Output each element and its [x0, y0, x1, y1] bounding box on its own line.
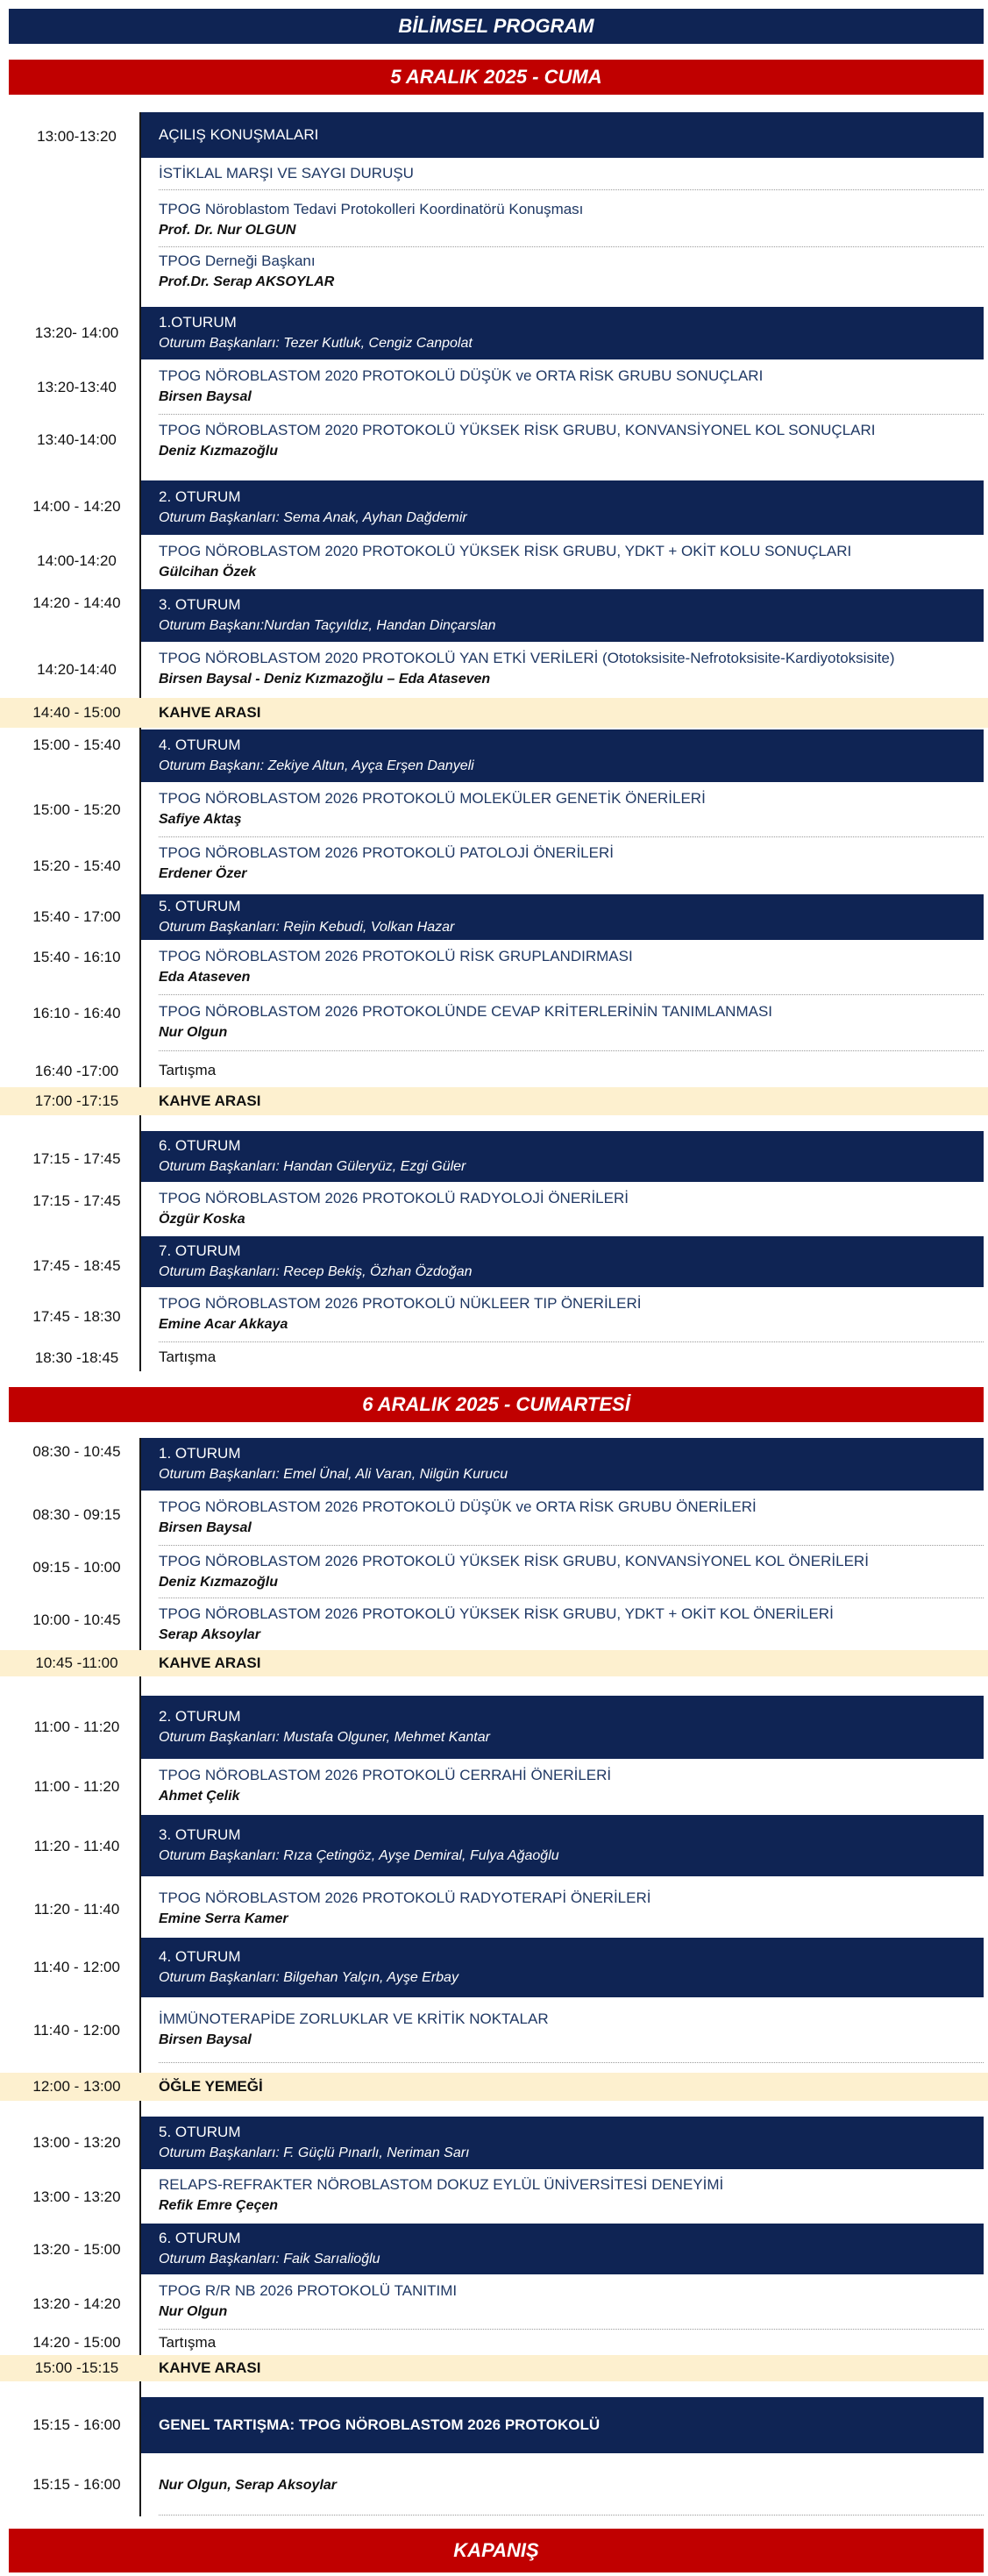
time-slot: 13:20 - 15:00	[32, 2241, 121, 2258]
session-6: 6. OTURUM Oturum Başkanları: Handan Güleryüz, Ezgi Güler	[141, 1131, 984, 1182]
talk: Nur Olgun, Serap Aksoylar	[141, 2455, 984, 2516]
time-slot: 12:00 - 13:00	[32, 2078, 121, 2095]
general-discussion: GENEL TARTIŞMA: TPOG NÖROBLASTOM 2026 PROTOKOLÜ	[141, 2397, 984, 2453]
time-slot: 14:40 - 15:00	[32, 704, 121, 721]
discussion: Tartışma	[141, 1343, 984, 1371]
time-slot: 13:20- 14:00	[34, 324, 119, 341]
divider	[159, 1341, 984, 1342]
time-slot: 16:40 -17:00	[34, 1063, 119, 1079]
talk: TPOG NÖROBLASTOM 2026 PROTOKOLÜNDE CEVAP KRİTERLERİNİN TANIMLANMASI Nur Olgun	[141, 996, 984, 1049]
time-slot: 17:45 - 18:45	[32, 1257, 121, 1274]
time-slot: 17:00 -17:15	[34, 1092, 119, 1109]
time-slot: 15:40 - 16:10	[32, 949, 121, 965]
talk: TPOG NÖROBLASTOM 2026 PROTOKOLÜ RADYOTERAPİ ÖNERİLERİ Emine Serra Kamer	[141, 1878, 984, 1939]
talk-istiklal: İSTİKLAL MARŞI VE SAYGI DURUŞU	[141, 160, 984, 188]
time-slot: 17:15 - 17:45	[32, 1150, 121, 1167]
time-slot: 11:00 - 11:20	[33, 1778, 120, 1795]
divider	[159, 2515, 984, 2516]
talk: TPOG NÖROBLASTOM 2026 PROTOKOLÜ RİSK GRUPLANDIRMASI Eda Ataseven	[141, 942, 984, 993]
talk: TPOG NÖROBLASTOM 2026 PROTOKOLÜ RADYOLOJİ ÖNERİLERİ Özgür Koska	[141, 1184, 984, 1235]
divider	[159, 414, 984, 415]
talk: TPOG NÖROBLASTOM 2020 PROTOKOLÜ YÜKSEK RİSK GRUBU, KONVANSİYONEL KOL SONUÇLARI Deniz Kızmazoğlu	[141, 416, 984, 466]
coffee-break: KAHVE ARASI	[159, 1654, 261, 1671]
lunch-break: ÖĞLE YEMEĞİ	[159, 2078, 263, 2095]
day2-header: 6 ARALIK 2025 - CUMARTESİ	[9, 1387, 984, 1422]
time-slot: 11:00 - 11:20	[33, 1719, 120, 1735]
session-2: 2. OTURUM Oturum Başkanları: Sema Anak, Ayhan Dağdemir	[141, 480, 984, 535]
talk: TPOG NÖROBLASTOM 2026 PROTOKOLÜ CERRAHİ ÖNERİLERİ Ahmet Çelik	[141, 1761, 984, 1811]
discussion: Tartışma	[141, 2330, 984, 2355]
talk: İMMÜNOTERAPİDE ZORLUKLAR VE KRİTİK NOKTALAR Birsen Baysal	[141, 1999, 984, 2060]
session-5: 5. OTURUM Oturum Başkanları: Rejin Kebudi, Volkan Hazar	[141, 894, 984, 940]
session-1: 1. OTURUM Oturum Başkanları: Emel Ünal, Ali Varan, Nilgün Kurucu	[141, 1438, 984, 1491]
session-1: 1.OTURUM Oturum Başkanları: Tezer Kutluk, Cengiz Canpolat	[141, 307, 984, 359]
session-4: 4. OTURUM Oturum Başkanı: Zekiye Altun, Ayça Erşen Danyeli	[141, 729, 984, 782]
time-slot: 13:00-13:20	[37, 128, 117, 145]
divider	[159, 836, 984, 837]
time-slot: 10:45 -11:00	[35, 1654, 118, 1671]
time-slot: 14:00-14:20	[37, 552, 117, 569]
talk: TPOG NÖROBLASTOM 2026 PROTOKOLÜ YÜKSEK RİSK GRUBU, YDKT + OKİT KOL ÖNERİLERİ Serap Aksoylar	[141, 1599, 984, 1650]
session-2: 2. OTURUM Oturum Başkanları: Mustafa Olguner, Mehmet Kantar	[141, 1696, 984, 1759]
time-slot: 15:00 - 15:20	[32, 801, 121, 818]
time-slot: 14:20-14:40	[37, 661, 117, 678]
talk-koordinator: TPOG Nöroblastom Tedavi Protokolleri Koordinatörü Konuşması Prof. Dr. Nur OLGUN	[141, 195, 984, 246]
session-4: 4. OTURUM Oturum Başkanları: Bilgehan Yalçın, Ayşe Erbay	[141, 1938, 984, 1997]
time-slot: 11:20 - 11:40	[33, 1901, 120, 1918]
talk: TPOG NÖROBLASTOM 2026 PROTOKOLÜ PATOLOJİ ÖNERİLERİ Erdener Özer	[141, 838, 984, 889]
talk: TPOG NÖROBLASTOM 2020 PROTOKOLÜ DÜŞÜK ve ORTA RİSK GRUBU SONUÇLARI Birsen Baysal	[141, 361, 984, 412]
program-title: BİLİMSEL PROGRAM	[9, 9, 984, 44]
session-7: 7. OTURUM Oturum Başkanları: Recep Bekiş, Özhan Özdoğan	[141, 1236, 984, 1287]
divider	[159, 994, 984, 995]
coffee-break: KAHVE ARASI	[159, 1092, 261, 1109]
coffee-break: KAHVE ARASI	[159, 704, 261, 721]
talk: TPOG NÖROBLASTOM 2020 PROTOKOLÜ YAN ETKİ VERİLERİ (Ototoksisite-Nefrotoksisite-Kardiyotoksisite) Birsen Baysal - Deniz Kızmazoğlu – Eda Ataseven	[141, 644, 984, 694]
time-slot: 18:30 -18:45	[34, 1349, 119, 1366]
time-slot: 16:10 - 16:40	[32, 1005, 121, 1021]
talk: TPOG NÖROBLASTOM 2020 PROTOKOLÜ YÜKSEK RİSK GRUBU, YDKT + OKİT KOLU SONUÇLARI Gülcihan Özek	[141, 537, 984, 587]
talk: TPOG R/R NB 2026 PROTOKOLÜ TANITIMI Nur Olgun	[141, 2276, 984, 2327]
time-slot: 13:00 - 13:20	[32, 2188, 121, 2205]
time-slot: 13:20-13:40	[37, 379, 117, 395]
time-slot: 15:15 - 16:00	[32, 2416, 121, 2433]
session-5: 5. OTURUM Oturum Başkanları: F. Güçlü Pınarlı, Neriman Sarı	[141, 2117, 984, 2169]
session-6: 6. OTURUM Oturum Başkanları: Faik Sarıalioğlu	[141, 2224, 984, 2274]
talk: TPOG NÖROBLASTOM 2026 PROTOKOLÜ DÜŞÜK ve ORTA RİSK GRUBU ÖNERİLERİ Birsen Baysal	[141, 1492, 984, 1543]
divider	[159, 2062, 984, 2063]
divider	[159, 2329, 984, 2330]
time-slot: 15:00 - 15:40	[32, 737, 121, 753]
talk-dernek: TPOG Derneği Başkanı Prof.Dr. Serap AKSOYLAR	[141, 247, 984, 296]
divider	[159, 189, 984, 190]
time-slot: 13:40-14:00	[37, 431, 117, 448]
time-slot: 11:40 - 12:00	[33, 1959, 120, 1975]
discussion: Tartışma	[141, 1056, 984, 1085]
time-slot: 08:30 - 09:15	[32, 1506, 121, 1523]
time-slot: 17:15 - 17:45	[32, 1192, 121, 1209]
session-3: 3. OTURUM Oturum Başkanları: Rıza Çetingöz, Ayşe Demiral, Fulya Ağaoğlu	[141, 1815, 984, 1876]
time-slot: 09:15 - 10:00	[32, 1559, 121, 1576]
talk: RELAPS-REFRAKTER NÖROBLASTOM DOKUZ EYLÜL ÜNİVERSİTESİ DENEYİMİ Refik Emre Çeçen	[141, 2171, 984, 2220]
time-slot: 11:40 - 12:00	[33, 2022, 120, 2039]
talk: TPOG NÖROBLASTOM 2026 PROTOKOLÜ YÜKSEK RİSK GRUBU, KONVANSİYONEL KOL ÖNERİLERİ Deniz Kızmazoğlu	[141, 1547, 984, 1598]
time-slot: 15:20 - 15:40	[32, 857, 121, 874]
time-slot: 14:20 - 14:40	[32, 594, 121, 611]
time-slot: 13:20 - 14:20	[32, 2295, 121, 2312]
time-slot: 08:30 - 10:45	[32, 1443, 121, 1460]
talk: TPOG NÖROBLASTOM 2026 PROTOKOLÜ MOLEKÜLER GENETİK ÖNERİLERİ Safiye Aktaş	[141, 784, 984, 835]
session-3: 3. OTURUM Oturum Başkanı:Nurdan Taçyıldız, Handan Dinçarslan	[141, 589, 984, 642]
time-slot: 14:00 - 14:20	[32, 498, 121, 515]
time-slot: 17:45 - 18:30	[32, 1308, 121, 1325]
time-slot: 13:00 - 13:20	[32, 2134, 121, 2151]
day1-header: 5 ARALIK 2025 - CUMA	[9, 60, 984, 95]
time-slot: 10:00 - 10:45	[32, 1612, 121, 1628]
time-slot: 14:20 - 15:00	[32, 2334, 121, 2351]
session-opening: AÇILIŞ KONUŞMALARI	[141, 112, 984, 158]
coffee-break: KAHVE ARASI	[159, 2359, 261, 2376]
divider	[159, 1545, 984, 1546]
time-slot: 11:20 - 11:40	[33, 1838, 120, 1854]
divider	[159, 1050, 984, 1051]
closing-banner: KAPANIŞ	[9, 2529, 984, 2572]
time-slot: 15:40 - 17:00	[32, 908, 121, 925]
time-slot: 15:00 -15:15	[34, 2359, 119, 2376]
talk: TPOG NÖROBLASTOM 2026 PROTOKOLÜ NÜKLEER TIP ÖNERİLERİ Emine Acar Akkaya	[141, 1289, 984, 1340]
time-slot: 15:15 - 16:00	[32, 2476, 121, 2493]
